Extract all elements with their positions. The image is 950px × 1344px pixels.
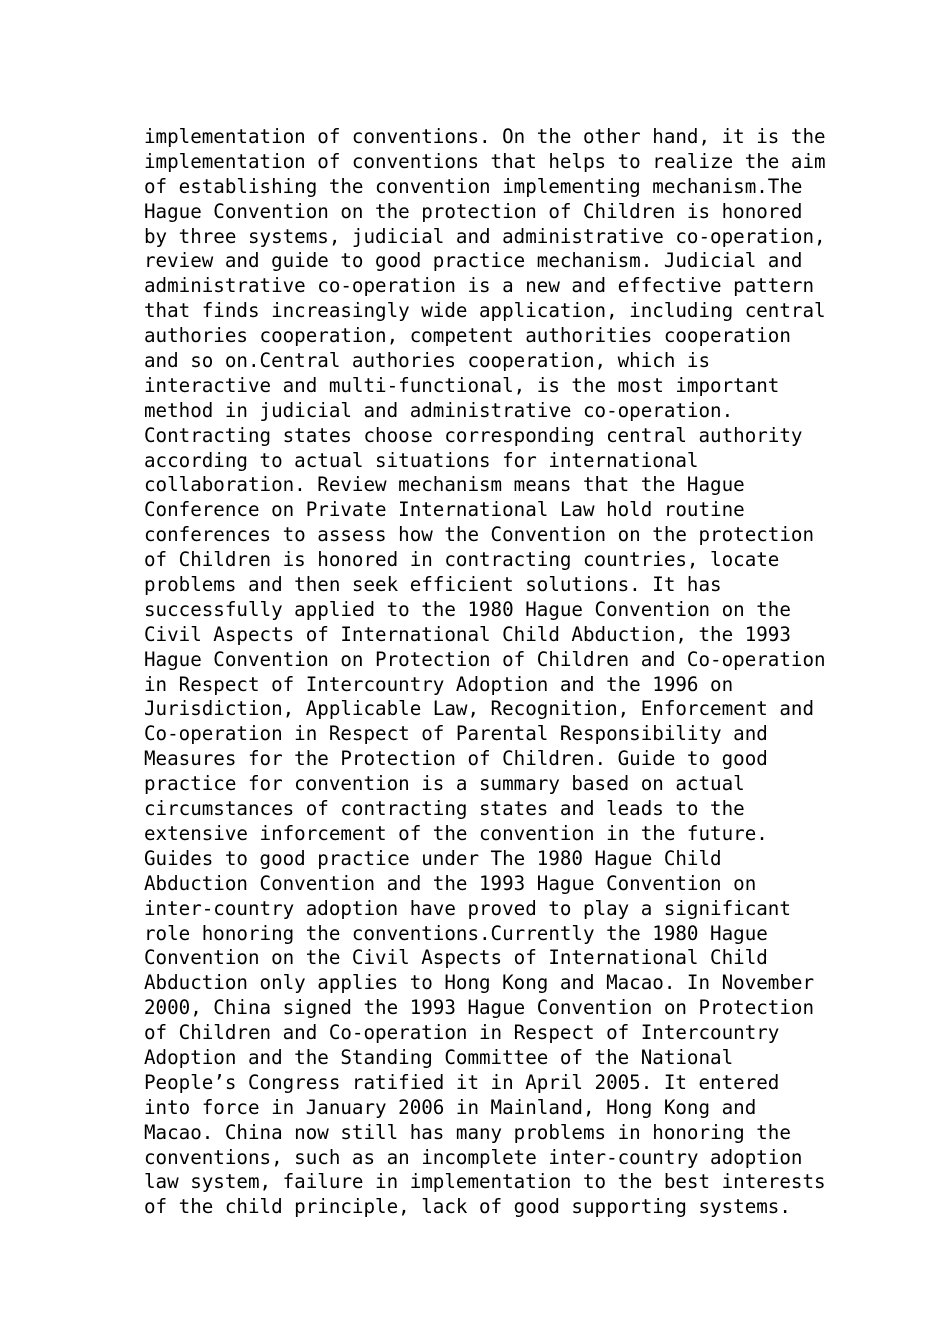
text-line: Jurisdiction, Applicable Law, Recognition, Enforcement and — [144, 697, 815, 721]
text-line: in Respect of Intercountry Adoption and the 1996 on — [144, 672, 734, 696]
text-line: Macao. China now still has many problems in honoring the — [144, 1120, 791, 1144]
text-line: Abduction Convention and the 1993 Hague Convention on — [144, 871, 757, 895]
text-line: conferences to assess how the Convention on the protection — [144, 523, 815, 547]
text-line: inter-country adoption have proved to play a significant — [144, 896, 791, 920]
text-line: problems and then seek efficient solutions. It has — [144, 573, 722, 597]
text-line: according to actual situations for international — [144, 448, 699, 472]
text-line: Civil Aspects of International Child Abduction, the 1993 — [144, 622, 791, 646]
text-line: circumstances of contracting states and leads to the — [144, 797, 745, 821]
text-line: People’s Congress ratified it in April 2005. It entered — [144, 1070, 780, 1094]
text-line: role honoring the conventions.Currently the 1980 Hague — [144, 921, 768, 945]
text-line: and so on.Central authories cooperation, which is — [144, 349, 711, 373]
text-line: law system, failure in implementation to the best interests — [144, 1170, 826, 1194]
text-line: of establishing the convention implementing mechanism.The — [144, 174, 803, 198]
text-line: 2000, China signed the 1993 Hague Convention on Protection — [144, 996, 815, 1020]
text-line: extensive inforcement of the convention in the future. — [144, 821, 768, 845]
text-line: Co-operation in Respect of Parental Responsibility and — [144, 722, 768, 746]
text-line: Hague Convention on the protection of Children is honored — [144, 199, 803, 223]
text-line: review and guide to good practice mechanism. Judicial and — [144, 249, 803, 273]
text-line: Hague Convention on Protection of Children and Co-operation — [144, 647, 826, 671]
text-line: successfully applied to the 1980 Hague Convention on the — [144, 597, 791, 621]
text-line: collaboration. Review mechanism means that the Hague — [144, 473, 745, 497]
text-line: Adoption and the Standing Committee of the National — [144, 1045, 734, 1069]
text-line: authories cooperation, competent authorities cooperation — [144, 324, 791, 348]
text-line: Guides to good practice under The 1980 Hague Child — [144, 846, 722, 870]
text-line: administrative co-operation is a new and effective pattern — [144, 274, 815, 298]
text-line: of Children and Co-operation in Respect of Intercountry — [144, 1021, 780, 1045]
text-line: into force in January 2006 in Mainland, Hong Kong and — [144, 1095, 757, 1119]
text-line: that finds increasingly wide application, including central — [144, 299, 826, 323]
text-line: Measures for the Protection of Children. Guide to good — [144, 747, 768, 771]
text-line: of Children is honored in contracting countries, locate — [144, 548, 780, 572]
text-line: Abduction only applies to Hong Kong and Macao. In November — [144, 971, 815, 995]
text-line: Convention on the Civil Aspects of International Child — [144, 946, 768, 970]
text-line: implementation of conventions. On the other hand, it is the — [144, 125, 826, 148]
text-line: practice for convention is a summary based on actual — [144, 772, 745, 796]
body-text — [144, 125, 824, 1220]
text-line: interactive and multi-functional, is the most important — [144, 373, 780, 397]
text-line: Contracting states choose corresponding central authority — [144, 423, 803, 447]
text-line: of the child principle, lack of good supporting systems. — [144, 1195, 791, 1219]
text-line: by three systems, judicial and administrative co-operation, — [144, 224, 826, 248]
text-line: method in judicial and administrative co-operation. — [144, 398, 734, 422]
text-line: implementation of conventions that helps to realize the aim — [144, 149, 826, 173]
text-line: conventions, such as an incomplete inter-country adoption — [144, 1145, 803, 1169]
text-line: Conference on Private International Law hold routine — [144, 498, 745, 522]
